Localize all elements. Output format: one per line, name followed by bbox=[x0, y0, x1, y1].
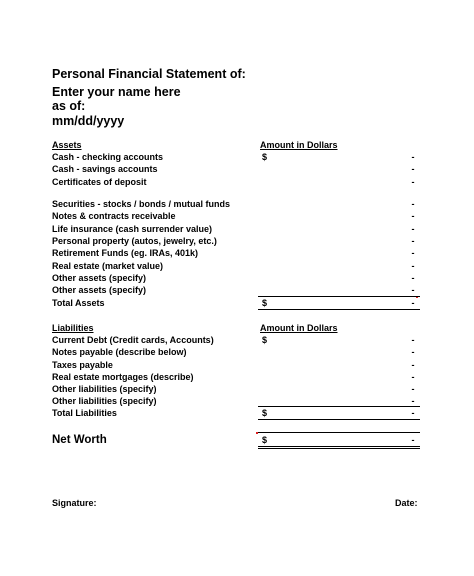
asset-amount-cell[interactable]: - bbox=[411, 248, 415, 258]
net-worth-double-rule-2 bbox=[258, 448, 420, 449]
liability-row-label: Notes payable (describe below) bbox=[52, 347, 187, 357]
asset-amount-cell[interactable]: - bbox=[411, 199, 415, 209]
asset-row-label: Personal property (autos, jewelry, etc.) bbox=[52, 236, 217, 246]
liability-amount-cell[interactable]: - bbox=[411, 347, 415, 357]
asset-row-label: Notes & contracts receivable bbox=[52, 211, 176, 221]
asset-row-label: Real estate (market value) bbox=[52, 261, 164, 271]
asset-amount-cell[interactable]: - bbox=[411, 273, 415, 283]
net-worth-amount[interactable]: - bbox=[411, 435, 415, 445]
asset-amount-cell[interactable]: - bbox=[411, 285, 415, 295]
currency-symbol: $ bbox=[262, 298, 268, 308]
liability-amount-cell[interactable]: - bbox=[411, 396, 415, 406]
asset-row-label: Other assets (specify) bbox=[52, 273, 147, 283]
net-worth-double-rule-1 bbox=[258, 446, 420, 447]
asset-row-label: Retirement Funds (eg. IRAs, 401k) bbox=[52, 248, 199, 258]
currency-symbol: $ bbox=[262, 435, 268, 445]
statement-title: Personal Financial Statement of: bbox=[52, 67, 246, 81]
total-bottom-rule bbox=[258, 309, 420, 310]
asset-row-label: Life insurance (cash surrender value) bbox=[52, 224, 213, 234]
asset-amount-cell[interactable]: - bbox=[411, 211, 415, 221]
net-worth-label: Net Worth bbox=[52, 434, 107, 446]
assets-amount-heading: Amount in Dollars bbox=[260, 140, 338, 150]
total-liabilities-label: Total Liabilities bbox=[52, 408, 117, 418]
total-liabilities-amount[interactable]: - bbox=[411, 408, 415, 418]
liability-amount-cell[interactable]: - bbox=[411, 384, 415, 394]
liability-row-label: Current Debt (Credit cards, Accounts) bbox=[52, 335, 214, 345]
liability-row-label: Other liabilities (specify) bbox=[52, 396, 157, 406]
liability-amount-cell[interactable]: - bbox=[411, 372, 415, 382]
liability-row-label: Taxes payable bbox=[52, 360, 113, 370]
asset-row-label: Securities - stocks / bonds / mutual funds bbox=[52, 199, 231, 209]
total-top-rule bbox=[258, 406, 420, 407]
asset-amount-cell[interactable]: - bbox=[411, 236, 415, 246]
liability-amount-cell[interactable]: - bbox=[411, 360, 415, 370]
total-top-rule bbox=[258, 296, 420, 297]
date-label: Date: bbox=[395, 498, 418, 508]
as-of-label: as of: bbox=[52, 99, 86, 113]
liabilities-heading: Liabilities bbox=[52, 323, 94, 333]
date-field[interactable]: mm/dd/yyyy bbox=[52, 114, 125, 128]
asset-amount-cell[interactable]: - bbox=[411, 224, 415, 234]
asset-amount-cell[interactable]: - bbox=[411, 177, 415, 187]
liability-amount-cell[interactable]: - bbox=[411, 335, 415, 345]
asset-amount-cell[interactable]: - bbox=[411, 152, 415, 162]
asset-row-label: Cash - savings accounts bbox=[52, 164, 158, 174]
asset-row-label: Other assets (specify) bbox=[52, 285, 147, 295]
total-bottom-rule bbox=[258, 419, 420, 420]
liabilities-amount-heading: Amount in Dollars bbox=[260, 323, 338, 333]
asset-amount-cell[interactable]: - bbox=[411, 164, 415, 174]
assets-heading: Assets bbox=[52, 140, 82, 150]
net-worth-top-rule bbox=[258, 432, 420, 433]
currency-symbol: $ bbox=[262, 152, 268, 162]
asset-amount-cell[interactable]: - bbox=[411, 261, 415, 271]
asset-row-label: Cash - checking accounts bbox=[52, 152, 164, 162]
asset-row-label: Certificates of deposit bbox=[52, 177, 147, 187]
total-assets-amount[interactable]: - bbox=[411, 298, 415, 308]
signature-label: Signature: bbox=[52, 498, 97, 508]
currency-symbol: $ bbox=[262, 335, 268, 345]
name-field[interactable]: Enter your name here bbox=[52, 85, 181, 99]
currency-symbol: $ bbox=[262, 408, 268, 418]
liability-row-label: Real estate mortgages (describe) bbox=[52, 372, 194, 382]
liability-row-label: Other liabilities (specify) bbox=[52, 384, 157, 394]
total-assets-label: Total Assets bbox=[52, 298, 105, 308]
